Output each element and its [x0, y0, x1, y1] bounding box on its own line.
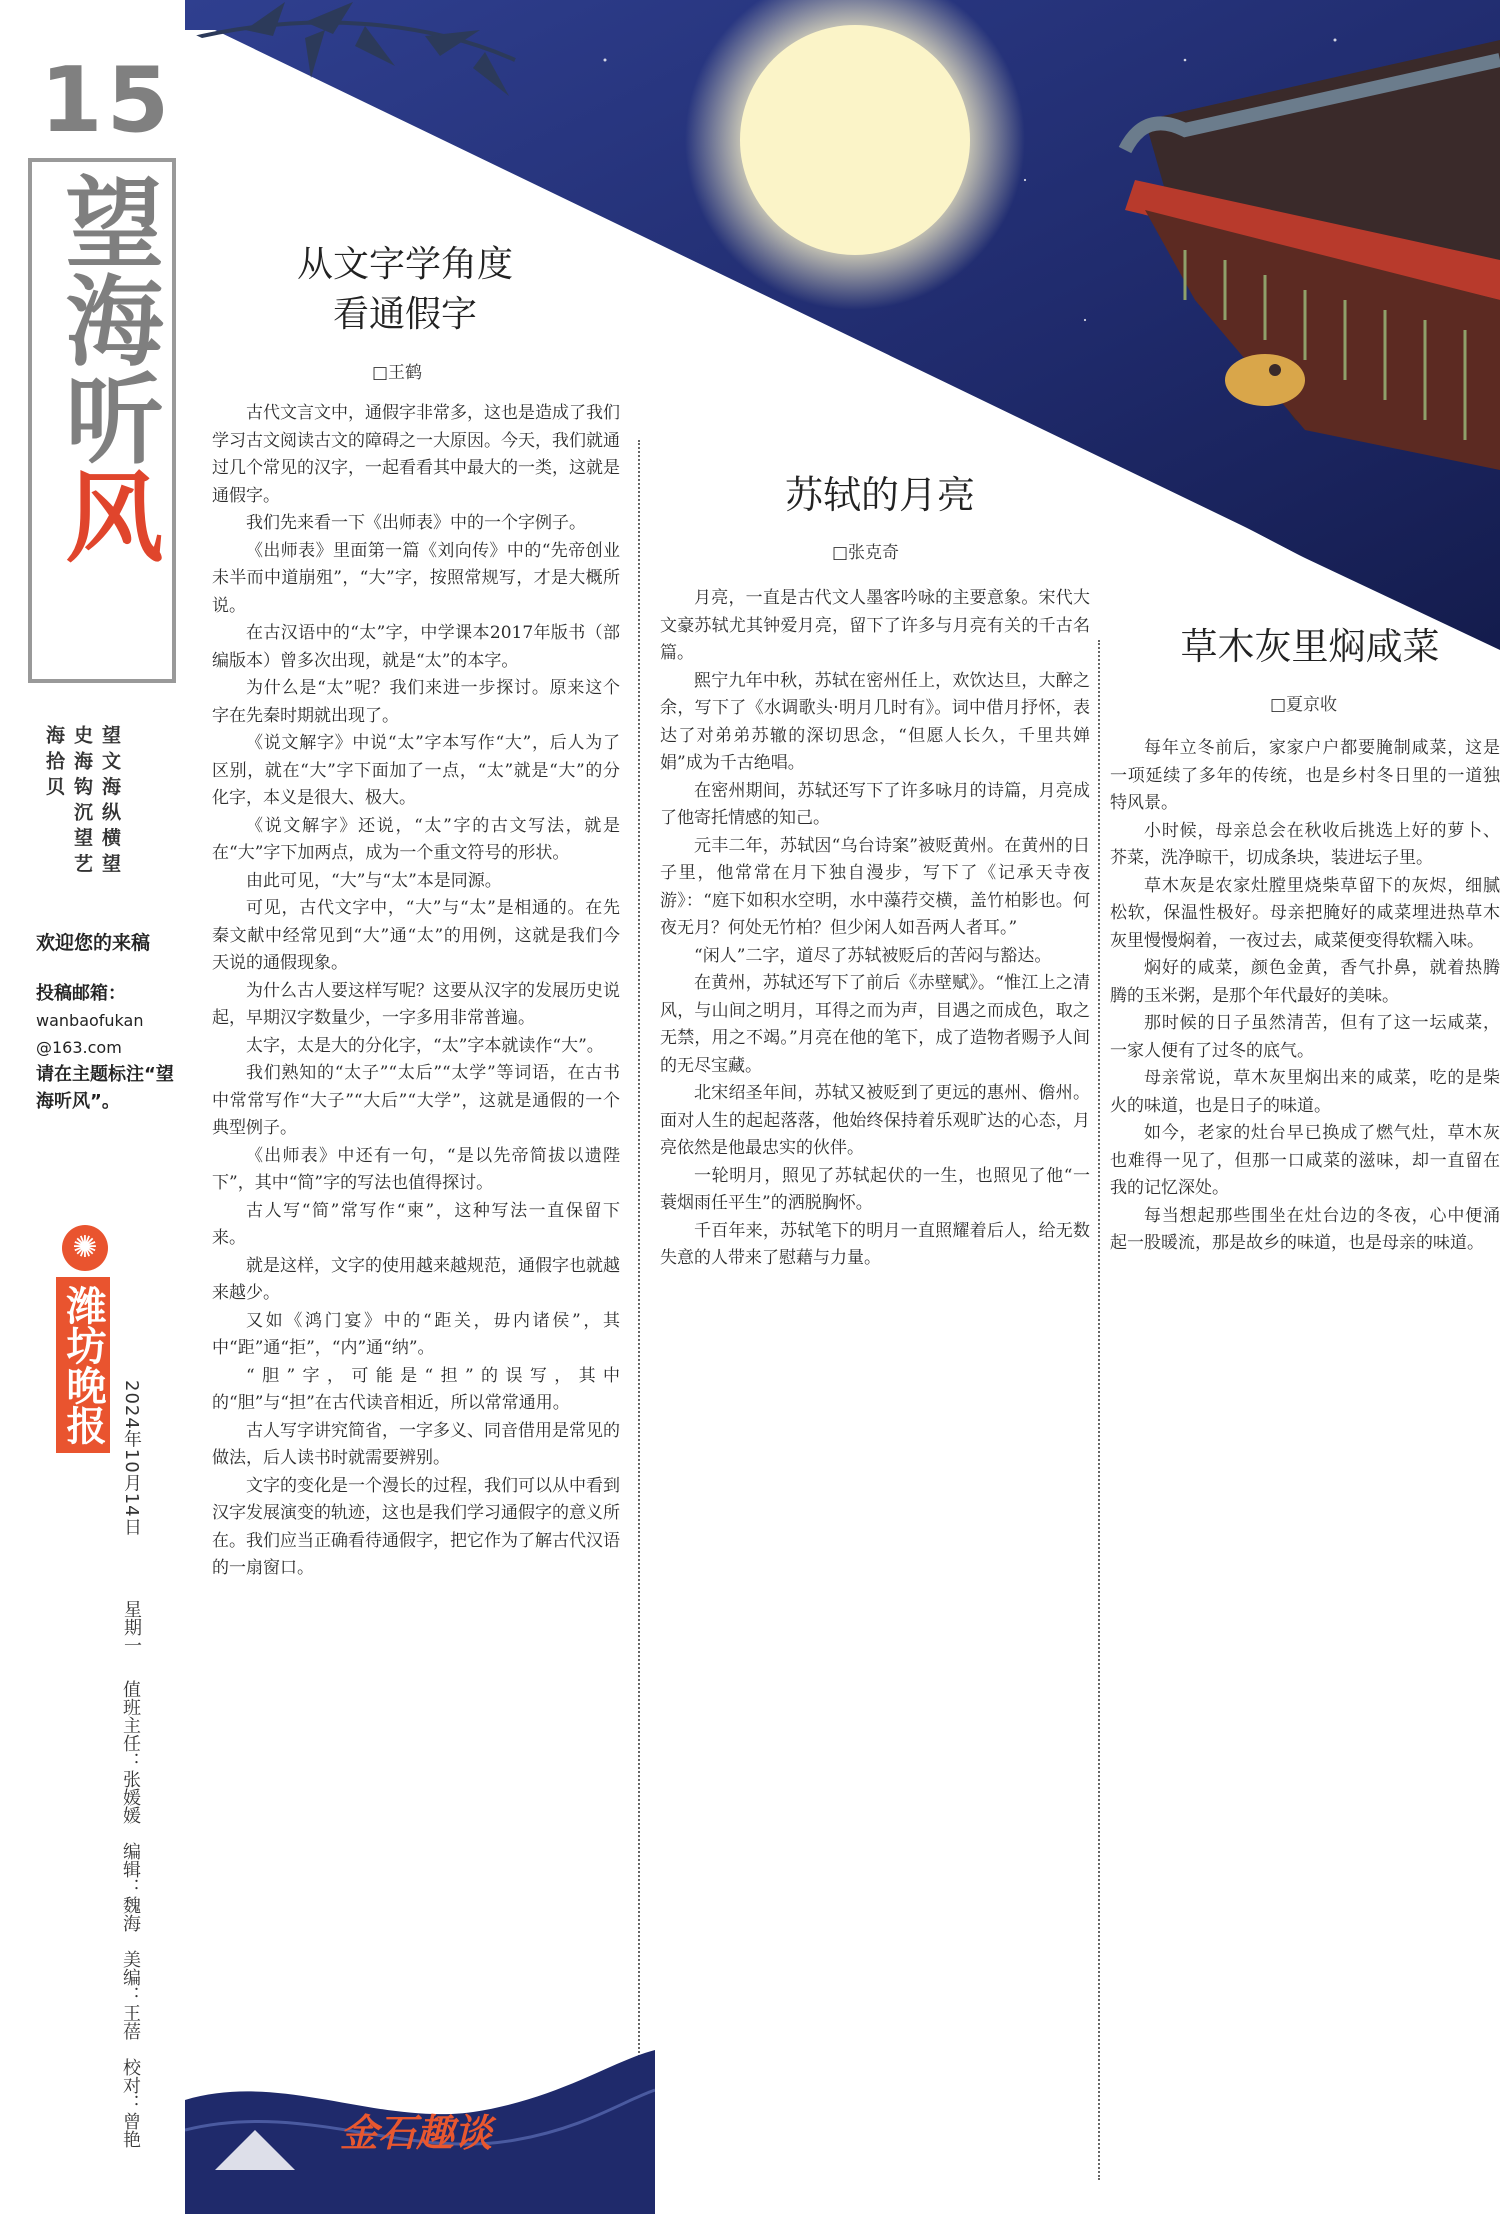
paragraph: 《说文解字》还说，“太”字的古文写法，就是在“大”字下加两点，成为一个重文符号的形状。 [212, 815, 620, 863]
paragraph: 那时候的日子虽然清苦，但有了这一坛咸菜，一家人便有了过冬的底气。 [1110, 1013, 1500, 1061]
issue-date: 2024年10月14日 [121, 1380, 142, 1537]
newspaper-logo [56, 1225, 112, 1453]
paragraph: 如今，老家的灶台早已换成了燃气灶，草木灰也难得一见了，但那一口咸菜的滋味，却一直留在我的记忆深处。 [1110, 1123, 1500, 1198]
editor-credits: 值班主任：张媛媛 编辑：魏海 美编：王蓓 校对：曾艳 [120, 1680, 141, 2148]
article-title-pickles: 草木灰里焖咸菜 [1180, 625, 1440, 668]
article-title-sushi-moon: 苏轼的月亮 [784, 473, 975, 517]
masthead-strip [0, 0, 185, 2214]
moon [740, 25, 970, 255]
article-body-sushi-moon [660, 585, 1090, 2195]
paragraph: 为什么古人要这样写呢？这要从汉字的发展历史说起，早期汉字数量少，一字多用非常普遍。 [212, 980, 620, 1028]
paragraph: 就是这样，文字的使用越来越规范，通假字也就越来越少。 [212, 1255, 620, 1303]
submit-note: 请在主题标注“望海听风”。 [36, 1064, 174, 1112]
submission-info [36, 980, 186, 1115]
paragraph: 焖好的咸菜，颜色金黄，香气扑鼻，就着热腾腾的玉米粥，是那个年代最好的美味。 [1110, 958, 1500, 1006]
paragraph: 太字，太是大的分化字，“太”字本就读作“大”。 [246, 1035, 604, 1056]
paragraph: 我们熟知的“太子”“太后”“太学”等词语，在古书中常常写作“大子”“大后”“大学”，这就是通假的一个典型例子。 [212, 1063, 620, 1138]
paragraph: 由此可见，“大”与“太”本是同源。 [246, 870, 502, 891]
paragraph: 草木灰是农家灶膛里烧柴草留下的灰烬，细腻松软，保温性极好。母亲把腌好的咸菜埋进热草木灰里慢慢焖着，一夜过去，咸菜便变得软糯入味。 [1110, 875, 1500, 951]
article-byline: □王鹤 [372, 363, 423, 383]
section-label-jinshi: 金石趣谈 [340, 2111, 493, 2155]
column-name-accent: 风 [49, 466, 163, 564]
submit-label: 投稿邮箱： [36, 983, 126, 1004]
paragraph: 熙宁九年中秋，苏轼在密州任上，欢饮达旦，大醉之余，写下了《水调歌头·明月几时有》。词中借月抒怀，表达了对弟弟苏辙的深切思念，“但愿人长久，千里共婵娟”成为千古绝唱。 [660, 670, 1090, 773]
paragraph: 母亲常说，草木灰里焖出来的咸菜，吃的是柴火的味道，也是日子的味道。 [1110, 1068, 1500, 1116]
article-body-tongjiazi [212, 400, 620, 2040]
submit-email-line-1: wanbaofukan [36, 1011, 144, 1030]
article-title-line-2: 看通假字 [332, 294, 477, 335]
paragraph: 在古汉语中的“太”字，中学课本2017年版书（部编版本）曾多次出现，就是“太”的本字。 [212, 623, 620, 671]
article-byline: □夏京收 [1270, 695, 1338, 715]
paragraph: 《说文解字》中说“太”字本写作“大”，后人为了区别，就在“大”字下面加了一点，“太”就是“大”的分化字，本义是很大、极大。 [212, 733, 620, 808]
paragraph: 古人写字讲究简省，一字多义、同音借用是常见的做法，后人读书时就需要辨别。 [212, 1420, 620, 1468]
paragraph: 在黄州，苏轼还写下了前后《赤壁赋》。“惟江上之清风，与山间之明月，耳得之而为声，目遇之而成色，取之无禁，用之不竭。”月亮在他的笔下，成了造物者赐予人间的无尽宝藏。 [660, 973, 1090, 1076]
article-body-pickles [1110, 735, 1500, 2195]
paragraph: 每当想起那些围坐在灶台边的冬夜，心中便涌起一股暖流，那是故乡的味道，也是母亲的味道。 [1110, 1205, 1500, 1253]
paragraph: 又如《鸿门宴》中的“距关，毋内诸侯”，其中“距”通“拒”，“内”通“纳”。 [212, 1310, 620, 1358]
paragraph: “胆”字，可能是“担”的误写，其中的“胆”与“担”在古代读音相近，所以常常通用。 [212, 1365, 620, 1413]
article-title-tongjiazi [240, 240, 570, 340]
paragraph: 元丰二年，苏轼因“乌台诗案”被贬黄州。在黄州的日子里，他常常在月下独自漫步，写下了《记承天寺夜游》：“庭下如积水空明，水中藻荇交横，盖竹柏影也。何夜无月？何处无竹柏？但少闲人如吾两人者耳。” [660, 835, 1090, 938]
article-byline: □张克奇 [832, 543, 900, 563]
paragraph: “闲人”二字，道尽了苏轼被贬后的苦闷与豁达。 [694, 945, 1052, 966]
newspaper-logo-icon: ✺ [62, 1225, 108, 1271]
newspaper-name: 潍坊晚报 [56, 1277, 110, 1453]
paragraph: 《出师表》里面第一篇《刘向传》中的“先帝创业未半而中道崩殂”，“大”字，按照常规写，才是大概所说。 [212, 540, 620, 616]
paragraph: 《出师表》中还有一句，“是以先帝简拔以遗陛下”，其中“简”字的写法也值得探讨。 [212, 1145, 620, 1193]
paragraph: 文字的变化是一个漫长的过程，我们可以从中看到汉字发展演变的轨迹，这也是我们学习通假字的意义所在。我们应当正确看待通假字，把它作为了解古代汉语的一扇窗口。 [212, 1475, 620, 1578]
column-divider [1098, 640, 1100, 2180]
paragraph: 小时候，母亲总会在秋收后挑选上好的萝卜、芥菜，洗净晾干，切成条块，装进坛子里。 [1110, 820, 1500, 868]
paragraph: 北宋绍圣年间，苏轼又被贬到了更远的惠州、儋州。面对人生的起起落落，他始终保持着乐观旷达的心态，月亮依然是他最忠实的伙伴。 [660, 1083, 1090, 1158]
submit-email-line-2: @163.com [36, 1038, 122, 1057]
paragraph: 为什么是“太”呢？我们来进一步探讨。原来这个字在先秦时期就出现了。 [212, 678, 620, 726]
paragraph: 可见，古代文字中，“大”与“太”是相通的。在先秦文献中经常见到“大”通“太”的用例，这就是我们今天说的通假现象。 [212, 898, 620, 973]
paragraph: 古代文言文中，通假字非常多，这也是造成了我们学习古文阅读古文的障碍之一大原因。今天，我们就通过几个常见的汉字，一起看看其中最大的一类，这就是通假字。 [212, 403, 620, 506]
welcome-text: 欢迎您的来稿 [36, 932, 151, 954]
paragraph: 千百年来，苏轼笔下的明月一直照耀着后人，给无数失意的人带来了慰藉与力量。 [660, 1220, 1090, 1268]
column-divider [638, 440, 640, 2180]
page-number: 15 [40, 48, 174, 153]
issue-weekday: 星期一 [121, 1600, 142, 1654]
paragraph: 一轮明月，照见了苏轼起伏的一生，也照见了他“一蓑烟雨任平生”的洒脱胸怀。 [660, 1165, 1090, 1213]
subsection-list: 望 文 海 纵 横 望 史 海 钩 沉 望 艺 海 拾 贝 [43, 725, 121, 873]
paragraph: 月亮，一直是古代文人墨客吟咏的主要意象。宋代大文豪苏轼尤其钟爱月亮，留下了许多与月亮有关的千古名篇。 [660, 588, 1090, 663]
column-name-box [28, 158, 176, 683]
column-name-main: 望海听 [49, 172, 163, 466]
paragraph: 在密州期间，苏轼还写下了许多咏月的诗篇，月亮成了他寄托情感的知己。 [660, 780, 1090, 828]
article-title-line-1: 从文字学角度 [296, 244, 513, 285]
paragraph: 每年立冬前后，家家户户都要腌制咸菜，这是一项延续了多年的传统，也是乡村冬日里的一道独特风景。 [1110, 738, 1500, 813]
column-name [46, 172, 166, 564]
paragraph: 古人写“简”常写作“柬”，这种写法一直保留下来。 [212, 1200, 620, 1248]
paragraph: 我们先来看一下《出师表》中的一个字例子。 [246, 513, 586, 533]
